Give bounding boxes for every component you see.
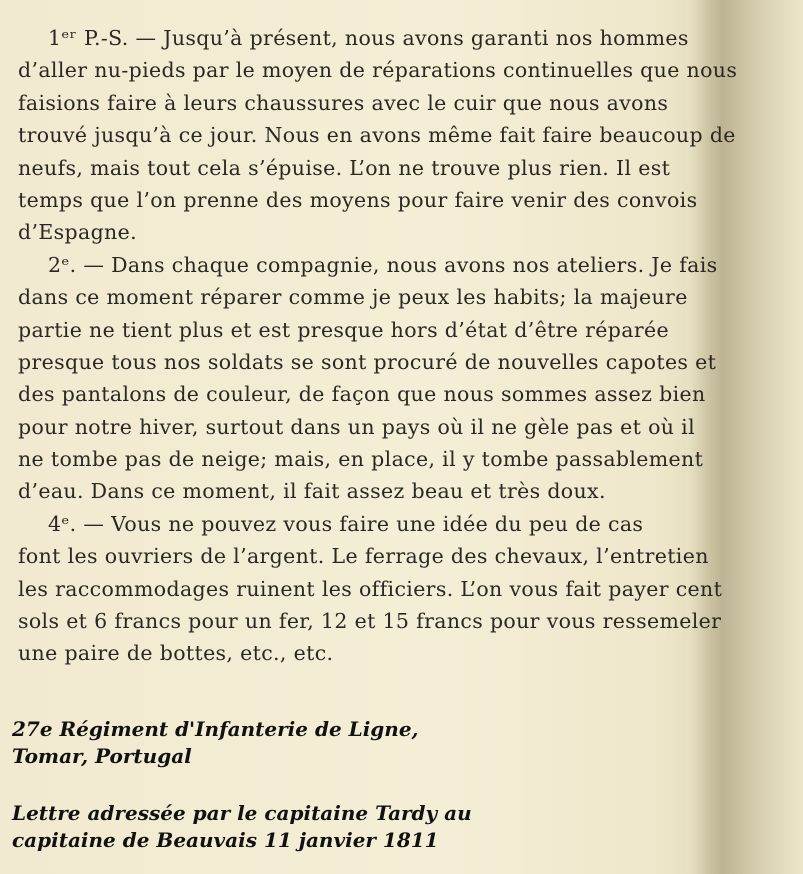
text-line: ne tombe pas de neige; mais, en place, il y tombe passablement <box>18 447 704 472</box>
text-line: d’aller nu-pieds par le moyen de réparations continuelles que nous <box>18 58 738 83</box>
text-line: presque tous nos soldats se sont procuré de nouvelles capotes et <box>18 349 717 374</box>
text-line: d’Espagne. <box>18 220 137 245</box>
caption-line: Tomar, Portugal <box>12 744 192 768</box>
paragraph-post-scriptum-1 <box>18 22 798 249</box>
caption-line: 27e Régiment d'Infanterie de Ligne, <box>12 717 419 741</box>
text-line: sols et 6 francs pour un fer, 12 et 15 francs pour vous ressemeler <box>18 609 722 634</box>
text-line: font les ouvriers de l’argent. Le ferrage des chevaux, l’entretien <box>18 544 709 569</box>
letter-caption <box>12 800 472 854</box>
text-line: faisions faire à leurs chaussures avec le cuir que nous avons <box>18 90 669 115</box>
text-line: 4ᵉ. — Vous ne pouvez vous faire une idée du peu de cas <box>48 511 644 536</box>
text-line: temps que l’on prenne des moyens pour faire venir des convois <box>18 187 698 212</box>
text-line: trouvé jusqu’à ce jour. Nous en avons même fait faire beaucoup de <box>18 123 736 148</box>
text-line: 1ᵉʳ P.-S. — Jusqu’à présent, nous avons garanti nos hommes <box>48 26 689 50</box>
text-line: les raccommodages ruinent les officiers. L’on vous fait payer cent <box>18 576 723 601</box>
paragraph-post-scriptum-4 <box>18 508 798 670</box>
caption-line: capitaine de Beauvais 11 janvier 1811 <box>12 828 439 852</box>
text-line: 2ᵉ. — Dans chaque compagnie, nous avons nos ateliers. Je fais <box>48 252 718 277</box>
text-line: neufs, mais tout cela s’épuise. L’on ne trouve plus rien. Il est <box>18 155 671 180</box>
text-line: d’eau. Dans ce moment, il fait assez beau et très doux. <box>18 479 606 504</box>
paragraph-post-scriptum-2 <box>18 249 798 508</box>
text-line: pour notre hiver, surtout dans un pays où il ne gèle pas et où il <box>18 414 695 439</box>
text-line: dans ce moment réparer comme je peux les habits; la majeure <box>18 285 688 310</box>
text-line: une paire de bottes, etc., etc. <box>18 641 334 666</box>
text-line: partie ne tient plus et est presque hors d’état d’être réparée <box>18 317 669 342</box>
text-line: des pantalons de couleur, de façon que nous sommes assez bien <box>18 382 706 407</box>
caption-line: Lettre adressée par le capitaine Tardy au <box>12 801 472 825</box>
regiment-caption <box>12 716 419 770</box>
book-text <box>18 22 798 670</box>
